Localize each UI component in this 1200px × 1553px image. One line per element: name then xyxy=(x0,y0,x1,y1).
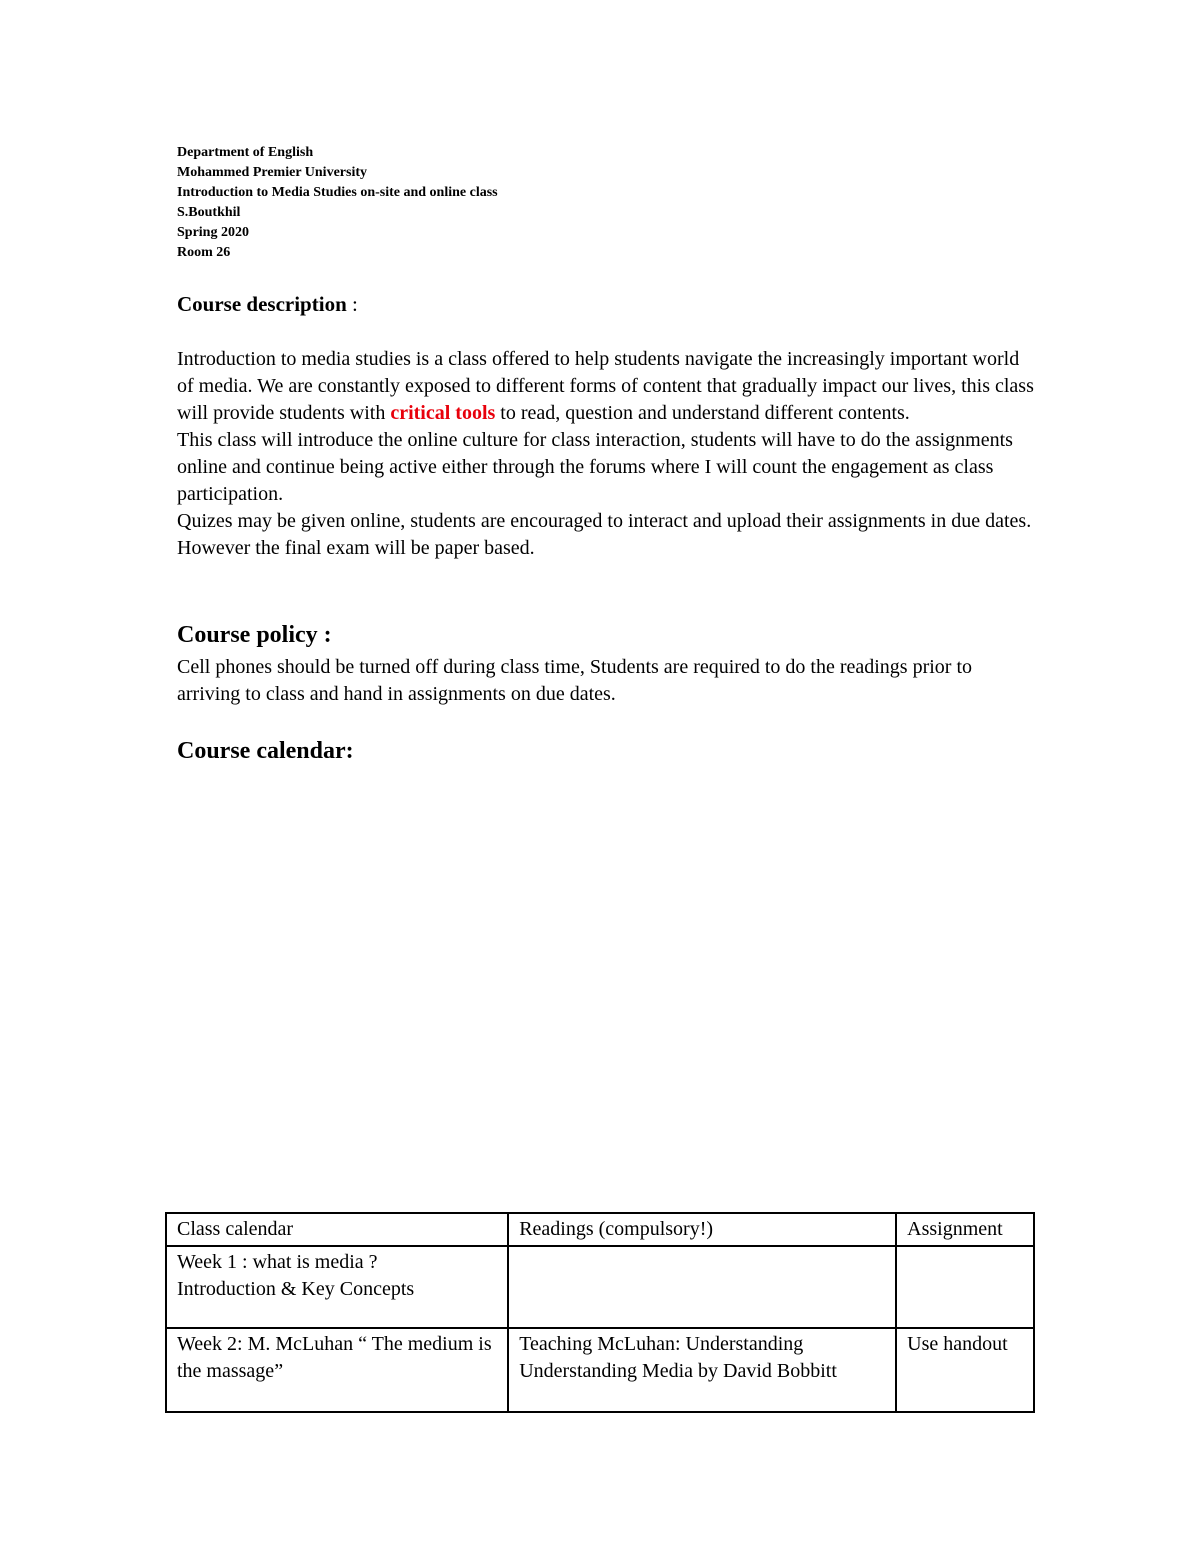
term: Spring 2020 xyxy=(177,225,249,240)
course-description-heading-colon: : xyxy=(346,292,358,316)
course-description-heading-text: Course description xyxy=(177,292,347,316)
table-row xyxy=(166,1328,1034,1412)
critical-tools-highlight: critical tools xyxy=(390,402,496,424)
column-header-class-calendar: Class calendar xyxy=(166,1213,508,1246)
assignment-cell: Use handout xyxy=(896,1328,1034,1412)
course-title: Introduction to Media Studies on-site and online class xyxy=(177,185,498,200)
table-row xyxy=(166,1246,1034,1328)
room: Room 26 xyxy=(177,245,231,260)
instructor-name: S.Boutkhil xyxy=(177,205,241,220)
description-paragraph-1-start: Introduction to media studies is a class offered to help students navigate the increasingly important world of media. We are constantly exposed to different forms of content that gradually impact our lives, this class will provide students with xyxy=(177,348,1034,424)
column-header-assignment: Assignment xyxy=(896,1213,1034,1246)
column-header-readings: Readings (compulsory!) xyxy=(508,1213,896,1246)
policy-paragraph: Cell phones should be turned off during class time, Students are required to do the readings prior to arriving to class and hand in assignments on due dates. xyxy=(177,656,973,705)
table-header-row xyxy=(166,1213,1034,1246)
description-paragraph-1 xyxy=(177,346,1037,427)
course-calendar-table xyxy=(165,1212,1035,1413)
week-title: Week 2: M. McLuhan “ The medium is the massage” xyxy=(177,1333,492,1382)
reading-cell: Teaching McLuhan: Understanding Understanding Media by David Bobbitt xyxy=(508,1328,896,1412)
course-description-body xyxy=(177,346,1037,562)
week-subtitle: Introduction & Key Concepts xyxy=(177,1278,415,1300)
week-cell xyxy=(166,1328,508,1412)
university-name: Mohammed Premier University xyxy=(177,165,367,180)
reading-cell xyxy=(508,1246,896,1328)
document-header xyxy=(177,143,877,263)
assignment-cell xyxy=(896,1246,1034,1328)
course-calendar-heading: Course calendar: xyxy=(177,738,354,764)
course-policy-body xyxy=(177,654,1037,708)
description-paragraph-1-end: to read, question and understand different contents. xyxy=(495,402,910,424)
week-cell xyxy=(166,1246,508,1328)
department-name: Department of English xyxy=(177,145,314,160)
course-description-heading xyxy=(177,292,358,317)
course-policy-heading: Course policy : xyxy=(177,622,332,648)
week-title: Week 1 : what is media ? xyxy=(177,1251,378,1273)
description-paragraph-3: Quizes may be given online, students are encouraged to interact and upload their assignments in due dates. However the final exam will be paper based. xyxy=(177,510,1032,559)
description-paragraph-2: This class will introduce the online culture for class interaction, students will have to do the assignments online and continue being active either through the forums where I will count the engagement as class participation. xyxy=(177,429,1013,505)
